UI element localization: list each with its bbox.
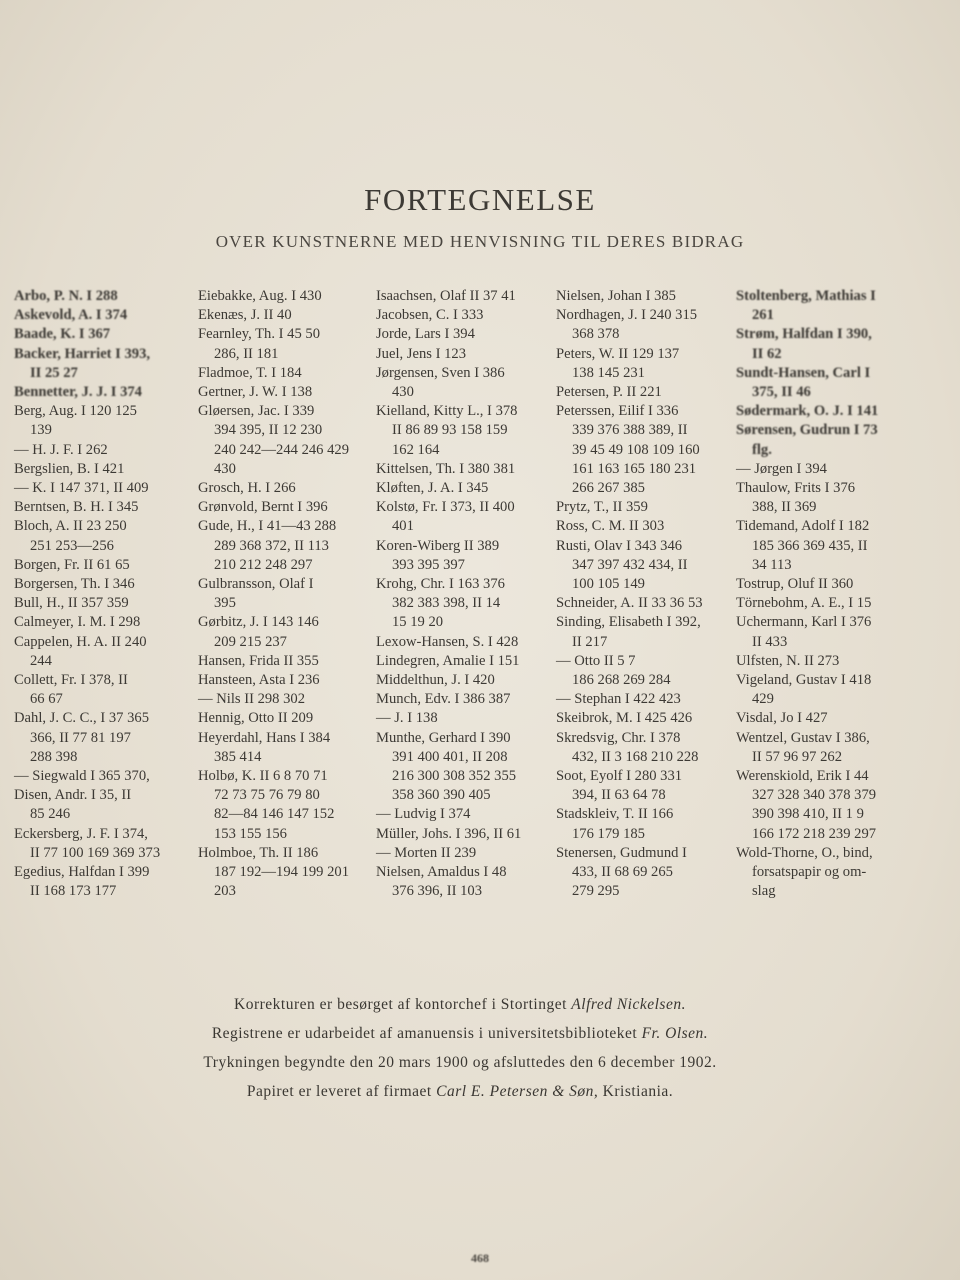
index-entry xyxy=(14,863,192,901)
index-entry-text: Fladmoe, T. I 184 xyxy=(198,364,302,381)
index-entry xyxy=(736,767,912,844)
index-entry xyxy=(556,690,728,709)
index-entry-text: Wentzel, Gustav I 386, xyxy=(736,729,870,746)
index-entry xyxy=(376,825,548,844)
index-entry-continuation: 432, II 3 168 210 228 xyxy=(572,748,699,765)
index-entry-text: Bennetter, J. J. I 374 xyxy=(14,384,142,401)
index-entry-text: Dahl, J. C. C., I 37 365 xyxy=(14,710,149,727)
index-entry-text: — Jørgen I 394 xyxy=(736,460,827,477)
index-entry-continuation: 430 xyxy=(392,384,414,401)
index-entry-continuation: 138 145 231 xyxy=(572,364,645,381)
index-entry xyxy=(556,652,728,690)
index-entry-text: Tidemand, Adolf I 182 xyxy=(736,518,870,535)
index-entry-text: Disen, Andr. I 35, II xyxy=(14,787,132,804)
index-entry-text: Isaachsen, Olaf II 37 41 xyxy=(376,288,516,304)
index-entry-continuation: II 62 xyxy=(752,345,782,362)
index-entry-continuation: 368 378 xyxy=(572,326,620,343)
index-entry xyxy=(736,652,912,671)
index-entry xyxy=(736,671,912,709)
index-entry xyxy=(736,460,912,479)
index-column-2 xyxy=(198,287,370,902)
index-entry-text: Cappelen, H. A. II 240 xyxy=(14,633,147,650)
index-entry-text: — K. I 147 371, II 409 xyxy=(14,480,149,497)
index-entry-text: Borgersen, Th. I 346 xyxy=(14,576,135,593)
colophon-line-2: Registrene er udarbeidet af amanuensis i universitetsbiblioteket Fr. Olsen. xyxy=(211,1025,709,1042)
index-entry-text: Jørgensen, Sven I 386 xyxy=(376,364,505,381)
index-entry xyxy=(198,671,370,690)
index-entry-text: Stoltenberg, Mathias I xyxy=(736,288,876,304)
index-entry xyxy=(736,729,912,767)
index-entry xyxy=(198,844,370,902)
index-entry xyxy=(376,671,548,690)
index-entry-text: Munthe, Gerhard I 390 xyxy=(376,729,511,746)
index-entry xyxy=(736,364,912,402)
index-entry xyxy=(376,402,548,460)
index-entry xyxy=(198,729,370,767)
index-entry-continuation: II 86 89 93 158 159 xyxy=(392,422,508,439)
index-entry-text: Petersen, P. II 221 xyxy=(556,384,662,401)
index-entry xyxy=(376,652,548,671)
index-entry xyxy=(556,594,728,613)
index-entry-text: Peters, W. II 129 137 xyxy=(556,345,680,362)
index-entry-continuation: II 57 96 97 262 xyxy=(752,748,842,765)
index-entry-text: Prytz, T., II 359 xyxy=(556,499,648,516)
index-entry xyxy=(736,575,912,594)
index-entry xyxy=(736,479,912,517)
index-entry-continuation: 279 295 xyxy=(572,883,620,900)
index-entry xyxy=(198,575,370,613)
index-entry xyxy=(736,287,912,325)
index-entry-continuation: II 77 100 169 369 373 xyxy=(30,844,161,861)
index-entry xyxy=(376,729,548,806)
index-entry-continuation: II 433 xyxy=(752,633,788,650)
index-entry-text: Schneider, A. II 33 36 53 xyxy=(556,595,703,612)
index-entry xyxy=(556,498,728,517)
index-entry-text: Bloch, A. II 23 250 xyxy=(14,518,127,535)
index-entry xyxy=(556,709,728,728)
index-entry-continuation: 244 xyxy=(30,652,52,669)
index-entry-text: Collett, Fr. I 378, II xyxy=(14,672,128,689)
index-entry xyxy=(556,345,728,383)
index-entry-continuation: 100 105 149 xyxy=(572,576,645,593)
index-entry xyxy=(14,498,192,517)
index-entry-text: Gørbitz, J. I 143 146 xyxy=(198,614,319,631)
index-entry xyxy=(736,594,912,613)
index-entry xyxy=(376,460,548,479)
index-entry-continuation: 327 328 340 378 379 xyxy=(752,787,877,804)
index-entry-continuation: 39 45 49 108 109 160 xyxy=(572,441,700,458)
index-entry-text: Calmeyer, I. M. I 298 xyxy=(14,614,141,631)
index-column-5 xyxy=(736,287,912,902)
index-entry xyxy=(14,709,192,767)
index-entry xyxy=(376,498,548,536)
index-entry-text: Egedius, Halfdan I 399 xyxy=(14,864,150,881)
index-entry xyxy=(14,613,192,632)
index-entry xyxy=(376,863,548,901)
artist-index xyxy=(0,287,960,927)
index-entry xyxy=(556,537,728,595)
index-entry-text: Munch, Edv. I 386 387 xyxy=(376,691,511,708)
index-entry-text: Thaulow, Frits I 376 xyxy=(736,480,856,497)
index-entry-text: Stenersen, Gudmund I xyxy=(556,844,687,861)
index-entry-text: Kolstø, Fr. I 373, II 400 xyxy=(376,499,515,516)
index-entry-text: Ulfsten, N. II 273 xyxy=(736,652,840,669)
index-entry-continuation: 288 398 xyxy=(30,748,78,765)
page-number: 468 xyxy=(471,1251,489,1265)
index-entry-text: Werenskiold, Erik I 44 xyxy=(736,768,869,785)
index-entry-text: Baade, K. I 367 xyxy=(14,326,111,343)
index-entry xyxy=(556,805,728,843)
index-entry-text: Sørensen, Gudrun I 73 xyxy=(736,422,878,439)
index-entry xyxy=(198,287,370,306)
index-entry-continuation: 82—84 146 147 152 xyxy=(214,806,335,823)
page-title: FORTEGNELSE xyxy=(364,182,596,217)
index-entry-continuation: 401 xyxy=(392,518,414,535)
index-entry-text: Skeibrok, M. I 425 426 xyxy=(556,710,693,727)
index-entry xyxy=(198,325,370,363)
index-entry xyxy=(14,517,192,555)
index-entry-continuation: 139 xyxy=(30,422,52,439)
index-entry-text: Holmboe, Th. II 186 xyxy=(198,844,319,861)
index-entry xyxy=(376,805,548,824)
index-entry xyxy=(198,364,370,383)
index-entry-continuation: 187 192—194 199 201 xyxy=(214,864,349,881)
index-entry-text: Kittelsen, Th. I 380 381 xyxy=(376,460,516,477)
index-entry-continuation: 429 xyxy=(752,691,774,708)
index-entry-text: Peterssen, Eilif I 336 xyxy=(556,403,679,420)
index-entry-text: Strøm, Halfdan I 390, xyxy=(736,326,872,343)
index-entry-text: Arbo, P. N. I 288 xyxy=(14,288,118,304)
index-entry-text: Berg, Aug. I 120 125 xyxy=(14,403,137,420)
index-entry xyxy=(376,633,548,652)
index-entry-continuation: 261 xyxy=(752,307,774,324)
index-entry-text: Gertner, J. W. I 138 xyxy=(198,384,313,401)
index-entry-text: Bergslien, B. I 421 xyxy=(14,460,125,477)
index-entry-continuation: 210 212 248 297 xyxy=(214,556,313,573)
index-entry-continuation: 251 253—256 xyxy=(30,537,114,554)
index-entry xyxy=(556,613,728,651)
index-entry xyxy=(736,517,912,575)
index-entry xyxy=(556,306,728,344)
index-entry-continuation: II 25 27 xyxy=(30,364,78,381)
index-entry-continuation: 385 414 xyxy=(214,748,262,765)
index-entry-text: Eiebakke, Aug. I 430 xyxy=(198,288,322,304)
index-entry xyxy=(14,325,192,344)
index-entry xyxy=(14,767,192,786)
index-entry-text: Wold-Thorne, O., bind, xyxy=(736,844,873,861)
colophon xyxy=(150,990,770,1106)
index-entry-continuation: 162 164 xyxy=(392,441,440,458)
index-entry-text: Gløersen, Jac. I 339 xyxy=(198,403,315,420)
index-entry-continuation: flg. xyxy=(752,441,772,458)
colophon-line-4: Papiret er leveret af firmaet Carl E. Petersen & Søn, Kristiania. xyxy=(246,1083,674,1100)
index-entry xyxy=(198,383,370,402)
index-entry-text: Grønvold, Bernt I 396 xyxy=(198,499,328,516)
index-entry xyxy=(376,575,548,633)
index-entry-continuation: 289 368 372, II 113 xyxy=(214,537,329,554)
index-entry-text: — Siegwald I 365 370, xyxy=(14,768,150,785)
index-entry-text: Jacobsen, C. I 333 xyxy=(376,307,484,324)
index-entry-text: Kløften, J. A. I 345 xyxy=(376,480,489,497)
index-entry-continuation: 34 113 xyxy=(752,556,792,573)
index-entry xyxy=(556,517,728,536)
index-entry xyxy=(556,767,728,805)
index-entry-continuation: 185 366 369 435, II xyxy=(752,537,868,554)
index-entry-continuation: 375, II 46 xyxy=(752,384,811,401)
index-entry xyxy=(556,402,728,498)
index-entry-continuation: 216 300 308 352 355 xyxy=(392,768,517,785)
index-entry-continuation: 166 172 218 239 297 xyxy=(752,825,877,842)
index-entry xyxy=(14,575,192,594)
index-entry xyxy=(14,306,192,325)
index-entry xyxy=(376,345,548,364)
index-entry-continuation: forsatspapir og om- xyxy=(752,864,867,881)
index-entry-text: Soot, Eyolf I 280 331 xyxy=(556,768,683,785)
index-entry xyxy=(376,479,548,498)
index-entry-continuation: 72 73 75 76 79 80 xyxy=(214,787,320,804)
index-entry-text: Stadskleiv, T. II 166 xyxy=(556,806,674,823)
index-entry-text: — Ludvig I 374 xyxy=(376,806,471,823)
index-entry-continuation: 430 xyxy=(214,460,236,477)
index-entry xyxy=(198,613,370,651)
index-entry-text: Vigeland, Gustav I 418 xyxy=(736,672,872,689)
index-entry xyxy=(198,709,370,728)
index-entry-text: Lexow-Hansen, S. I 428 xyxy=(376,633,519,650)
index-entry xyxy=(14,479,192,498)
index-entry-continuation: 366, II 77 81 197 xyxy=(30,729,131,746)
index-entry-text: Koren-Wiberg II 389 xyxy=(376,537,500,554)
index-entry xyxy=(14,786,192,824)
index-entry xyxy=(376,709,548,728)
index-entry xyxy=(14,825,192,863)
index-entry-text: Visdal, Jo I 427 xyxy=(736,710,828,727)
index-entry-continuation: 286, II 181 xyxy=(214,345,279,362)
index-entry-text: Lindegren, Amalie I 151 xyxy=(376,652,520,669)
index-entry-text: Gulbransson, Olaf I xyxy=(198,576,314,593)
index-entry-continuation: II 168 173 177 xyxy=(30,883,117,900)
index-entry xyxy=(198,402,370,479)
index-entry xyxy=(14,556,192,575)
index-entry-continuation: 186 268 269 284 xyxy=(572,672,671,689)
colophon-line-3: Trykningen begyndte den 20 mars 1900 og afsluttedes den 6 december 1902. xyxy=(203,1054,717,1071)
index-entry-text: Müller, Johs. I 396, II 61 xyxy=(376,825,522,842)
index-entry-text: Borgen, Fr. II 61 65 xyxy=(14,556,130,573)
index-entry-text: Nielsen, Johan I 385 xyxy=(556,288,676,304)
index-entry-text: Askevold, A. I 374 xyxy=(14,307,128,324)
index-entry-text: Kielland, Kitty L., I 378 xyxy=(376,403,518,420)
index-entry-continuation: 395 xyxy=(214,595,236,612)
index-entry-continuation: 176 179 185 xyxy=(572,825,645,842)
index-entry-text: Hansteen, Asta I 236 xyxy=(198,672,320,689)
index-entry-continuation: 15 19 20 xyxy=(392,614,444,631)
index-entry xyxy=(14,441,192,460)
index-entry xyxy=(14,594,192,613)
index-entry xyxy=(14,633,192,671)
index-entry xyxy=(198,479,370,498)
index-entry xyxy=(198,517,370,575)
index-entry-continuation: 339 376 388 389, II xyxy=(572,422,688,439)
index-entry-text: Ekenæs, J. II 40 xyxy=(198,307,292,324)
index-entry xyxy=(376,537,548,575)
index-entry-text: — Stephan I 422 423 xyxy=(556,691,681,708)
index-entry-text: Nielsen, Amaldus I 48 xyxy=(376,864,507,881)
index-entry xyxy=(556,844,728,902)
index-entry xyxy=(556,729,728,767)
index-entry-text: Uchermann, Karl I 376 xyxy=(736,614,872,631)
index-entry-continuation: 209 215 237 xyxy=(214,633,287,650)
index-column-4 xyxy=(556,287,728,902)
index-entry-continuation: 382 383 398, II 14 xyxy=(392,595,501,612)
index-entry-text: — Otto II 5 7 xyxy=(556,652,636,669)
index-entry-text: Berntsen, B. H. I 345 xyxy=(14,499,139,516)
index-entry-continuation: 66 67 xyxy=(30,691,63,708)
index-entry-continuation: slag xyxy=(752,883,776,900)
index-entry-text: Middelthun, J. I 420 xyxy=(376,672,495,689)
index-entry xyxy=(736,325,912,363)
index-entry xyxy=(736,709,912,728)
index-entry xyxy=(14,345,192,383)
index-entry-text: Bull, H., II 357 359 xyxy=(14,595,129,612)
index-entry-continuation: 358 360 390 405 xyxy=(392,787,491,804)
index-entry-text: — Morten II 239 xyxy=(376,844,477,861)
index-entry-continuation: 203 xyxy=(214,883,236,900)
index-entry-text: Hennig, Otto II 209 xyxy=(198,710,314,727)
index-entry-text: Gude, H., I 41—43 288 xyxy=(198,518,337,535)
index-entry-text: Skredsvig, Chr. I 378 xyxy=(556,729,681,746)
index-entry-text: Rusti, Olav I 343 346 xyxy=(556,537,683,554)
index-column-1 xyxy=(14,287,192,902)
index-entry-continuation: 347 397 432 434, II xyxy=(572,556,688,573)
index-entry-text: Törnebohm, A. E., I 15 xyxy=(736,595,872,612)
index-entry xyxy=(198,306,370,325)
index-entry-text: Ross, C. M. II 303 xyxy=(556,518,665,535)
index-entry-text: Krohg, Chr. I 163 376 xyxy=(376,576,505,593)
index-entry xyxy=(14,671,192,709)
index-entry-text: Grosch, H. I 266 xyxy=(198,480,296,497)
index-entry-text: Sundt-Hansen, Carl I xyxy=(736,364,871,381)
index-entry-continuation: 394, II 63 64 78 xyxy=(572,787,666,804)
index-entry xyxy=(376,690,548,709)
index-entry-text: Sinding, Elisabeth I 392, xyxy=(556,614,701,631)
index-entry-text: Fearnley, Th. I 45 50 xyxy=(198,326,320,343)
index-entry-text: Nordhagen, J. I 240 315 xyxy=(556,307,698,324)
index-entry-continuation: 433, II 68 69 265 xyxy=(572,864,673,881)
index-entry xyxy=(736,844,912,902)
index-entry-continuation: 153 155 156 xyxy=(214,825,287,842)
index-entry-text: Heyerdahl, Hans I 384 xyxy=(198,729,331,746)
index-entry-text: Juel, Jens I 123 xyxy=(376,345,466,362)
index-column-3 xyxy=(376,287,548,902)
index-entry-text: — Nils II 298 302 xyxy=(198,691,306,708)
colophon-line-1: Korrekturen er besørget af kontorchef i Stortinget Alfred Nickelsen. xyxy=(234,996,686,1013)
index-entry xyxy=(556,287,728,306)
index-entry xyxy=(736,613,912,651)
index-entry-continuation: 393 395 397 xyxy=(392,556,465,573)
index-entry xyxy=(376,325,548,344)
index-entry xyxy=(14,383,192,402)
index-entry-continuation: 161 163 165 180 231 xyxy=(572,460,697,477)
index-entry xyxy=(14,402,192,440)
index-entry-continuation: 376 396, II 103 xyxy=(392,883,482,900)
index-entry-continuation: II 217 xyxy=(572,633,608,650)
index-entry-text: — J. I 138 xyxy=(376,710,438,727)
index-entry-text: Jorde, Lars I 394 xyxy=(376,326,475,343)
index-entry-continuation: 388, II 369 xyxy=(752,499,817,516)
index-entry-continuation: 85 246 xyxy=(30,806,71,823)
index-entry xyxy=(198,498,370,517)
index-entry xyxy=(376,844,548,863)
index-entry xyxy=(14,287,192,306)
index-entry xyxy=(376,287,548,306)
index-entry-text: Eckersberg, J. F. I 374, xyxy=(14,825,148,842)
index-entry xyxy=(376,306,548,325)
index-entry-continuation: 391 400 401, II 208 xyxy=(392,748,508,765)
index-entry-continuation: 390 398 410, II 1 9 xyxy=(752,806,864,823)
index-entry-text: Tostrup, Oluf II 360 xyxy=(736,576,854,593)
index-entry-continuation: 394 395, II 12 230 xyxy=(214,422,323,439)
index-entry xyxy=(198,652,370,671)
index-entry-text: Hansen, Frida II 355 xyxy=(198,652,319,669)
index-entry-text: Holbø, K. II 6 8 70 71 xyxy=(198,768,328,785)
page-subtitle: OVER KUNSTNERNE MED HENVISNING TIL DERES BIDRAG xyxy=(215,232,745,251)
index-entry xyxy=(198,690,370,709)
index-entry-continuation: 266 267 385 xyxy=(572,480,645,497)
index-entry-text: Sødermark, O. J. I 141 xyxy=(736,403,879,420)
index-entry xyxy=(14,460,192,479)
index-entry xyxy=(556,383,728,402)
index-entry-text: Backer, Harriet I 393, xyxy=(14,345,151,362)
index-entry xyxy=(376,364,548,402)
index-entry xyxy=(736,402,912,421)
index-entry-text: — H. J. F. I 262 xyxy=(14,441,108,458)
index-entry xyxy=(736,421,912,459)
index-entry xyxy=(198,767,370,844)
index-entry-continuation: 240 242—244 246 429 xyxy=(214,441,349,458)
